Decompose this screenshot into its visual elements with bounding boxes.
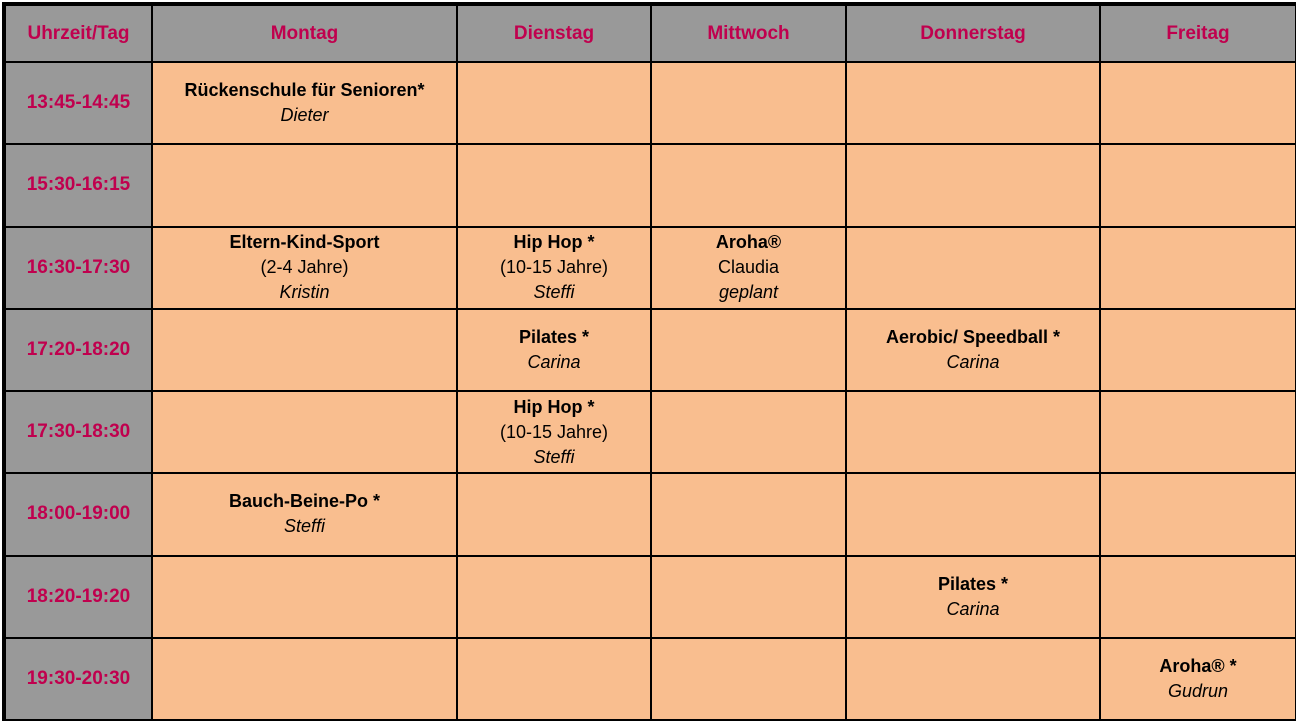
course-title: Pilates *: [518, 326, 590, 347]
course-cell-montag: [152, 391, 457, 473]
course-cell-dienstag: [457, 309, 651, 391]
time-slot-row: [4, 473, 1296, 555]
time-slot-row: [4, 62, 1296, 144]
course-cell-mittwoch: [651, 62, 846, 144]
course-cell-freitag: [1100, 638, 1296, 720]
course-title: Hip Hop *: [513, 232, 595, 253]
course-title: Bauch-Beine-Po *: [228, 491, 381, 512]
course-cell-montag: [152, 309, 457, 391]
course-trainer: Carina: [946, 351, 1000, 372]
course-cell-freitag: [1100, 391, 1296, 473]
header-row: [4, 4, 1296, 62]
course-cell-donnerstag: [846, 638, 1100, 720]
course-cell-freitag: [1100, 227, 1296, 309]
course-cell-mittwoch: [651, 556, 846, 638]
day-header-mittwoch: Mittwoch: [651, 4, 846, 62]
course-cell-mittwoch: [651, 638, 846, 720]
course-cell-dienstag: [457, 227, 651, 309]
course-cell-donnerstag: [846, 144, 1100, 226]
course-cell-montag: [152, 473, 457, 555]
course-trainer: Kristin: [279, 282, 330, 303]
course-cell-freitag: [1100, 309, 1296, 391]
time-slot-label: 17:20-18:20: [4, 309, 152, 391]
course-trainer: Dieter: [280, 105, 329, 126]
course-title: Eltern-Kind-Sport: [229, 232, 380, 253]
time-slot-label: 15:30-16:15: [4, 144, 152, 226]
course-cell-dienstag: [457, 391, 651, 473]
time-slot-row: [4, 391, 1296, 473]
course-cell-montag: [152, 62, 457, 144]
course-cell-montag: [152, 144, 457, 226]
course-title: Aroha® *: [1159, 655, 1237, 676]
course-cell-montag: [152, 556, 457, 638]
course-detail: Claudia: [717, 257, 780, 278]
course-cell-montag: [152, 638, 457, 720]
course-detail: (10-15 Jahre): [499, 421, 609, 442]
time-column-header: Uhrzeit/Tag: [4, 4, 152, 62]
course-trainer: Steffi: [283, 516, 326, 537]
time-slot-label: 18:00-19:00: [4, 473, 152, 555]
day-header-donnerstag: Donnerstag: [846, 4, 1100, 62]
course-cell-donnerstag: [846, 62, 1100, 144]
course-cell-dienstag: [457, 62, 651, 144]
course-trainer: Gudrun: [1167, 680, 1229, 701]
time-slot-row: [4, 309, 1296, 391]
course-cell-mittwoch: [651, 473, 846, 555]
time-slot-label: 19:30-20:30: [4, 638, 152, 720]
course-cell-dienstag: [457, 638, 651, 720]
course-title: Hip Hop *: [513, 396, 595, 417]
course-cell-mittwoch: [651, 144, 846, 226]
course-cell-mittwoch: [651, 227, 846, 309]
course-cell-montag: [152, 227, 457, 309]
day-header-montag: Montag: [152, 4, 457, 62]
time-slot-row: [4, 638, 1296, 720]
weekly-schedule-table: [2, 2, 1296, 721]
course-cell-dienstag: [457, 556, 651, 638]
course-cell-donnerstag: [846, 227, 1100, 309]
course-detail: (2-4 Jahre): [260, 257, 349, 278]
course-note: geplant: [718, 282, 779, 303]
course-cell-mittwoch: [651, 309, 846, 391]
course-title: Rückenschule für Senioren*: [184, 80, 425, 101]
time-slot-label: 17:30-18:30: [4, 391, 152, 473]
day-header-dienstag: Dienstag: [457, 4, 651, 62]
course-trainer: Carina: [527, 351, 581, 372]
day-header-freitag: Freitag: [1100, 4, 1296, 62]
time-slot-row: [4, 556, 1296, 638]
course-title: Aerobic/ Speedball *: [885, 326, 1061, 347]
course-cell-mittwoch: [651, 391, 846, 473]
course-title: Pilates *: [937, 573, 1009, 594]
time-slot-label: 13:45-14:45: [4, 62, 152, 144]
course-detail: (10-15 Jahre): [499, 257, 609, 278]
time-slot-row: [4, 144, 1296, 226]
course-cell-donnerstag: [846, 473, 1100, 555]
course-trainer: Steffi: [533, 446, 575, 467]
course-cell-freitag: [1100, 62, 1296, 144]
course-title: Aroha®: [715, 232, 782, 253]
course-cell-donnerstag: [846, 309, 1100, 391]
course-trainer: Steffi: [533, 282, 575, 303]
course-cell-dienstag: [457, 473, 651, 555]
course-cell-donnerstag: [846, 391, 1100, 473]
course-cell-freitag: [1100, 556, 1296, 638]
time-slot-row: [4, 227, 1296, 309]
course-cell-freitag: [1100, 473, 1296, 555]
course-cell-freitag: [1100, 144, 1296, 226]
course-trainer: Carina: [946, 598, 1000, 619]
course-cell-donnerstag: [846, 556, 1100, 638]
time-slot-label: 18:20-19:20: [4, 556, 152, 638]
time-slot-label: 16:30-17:30: [4, 227, 152, 309]
course-cell-dienstag: [457, 144, 651, 226]
